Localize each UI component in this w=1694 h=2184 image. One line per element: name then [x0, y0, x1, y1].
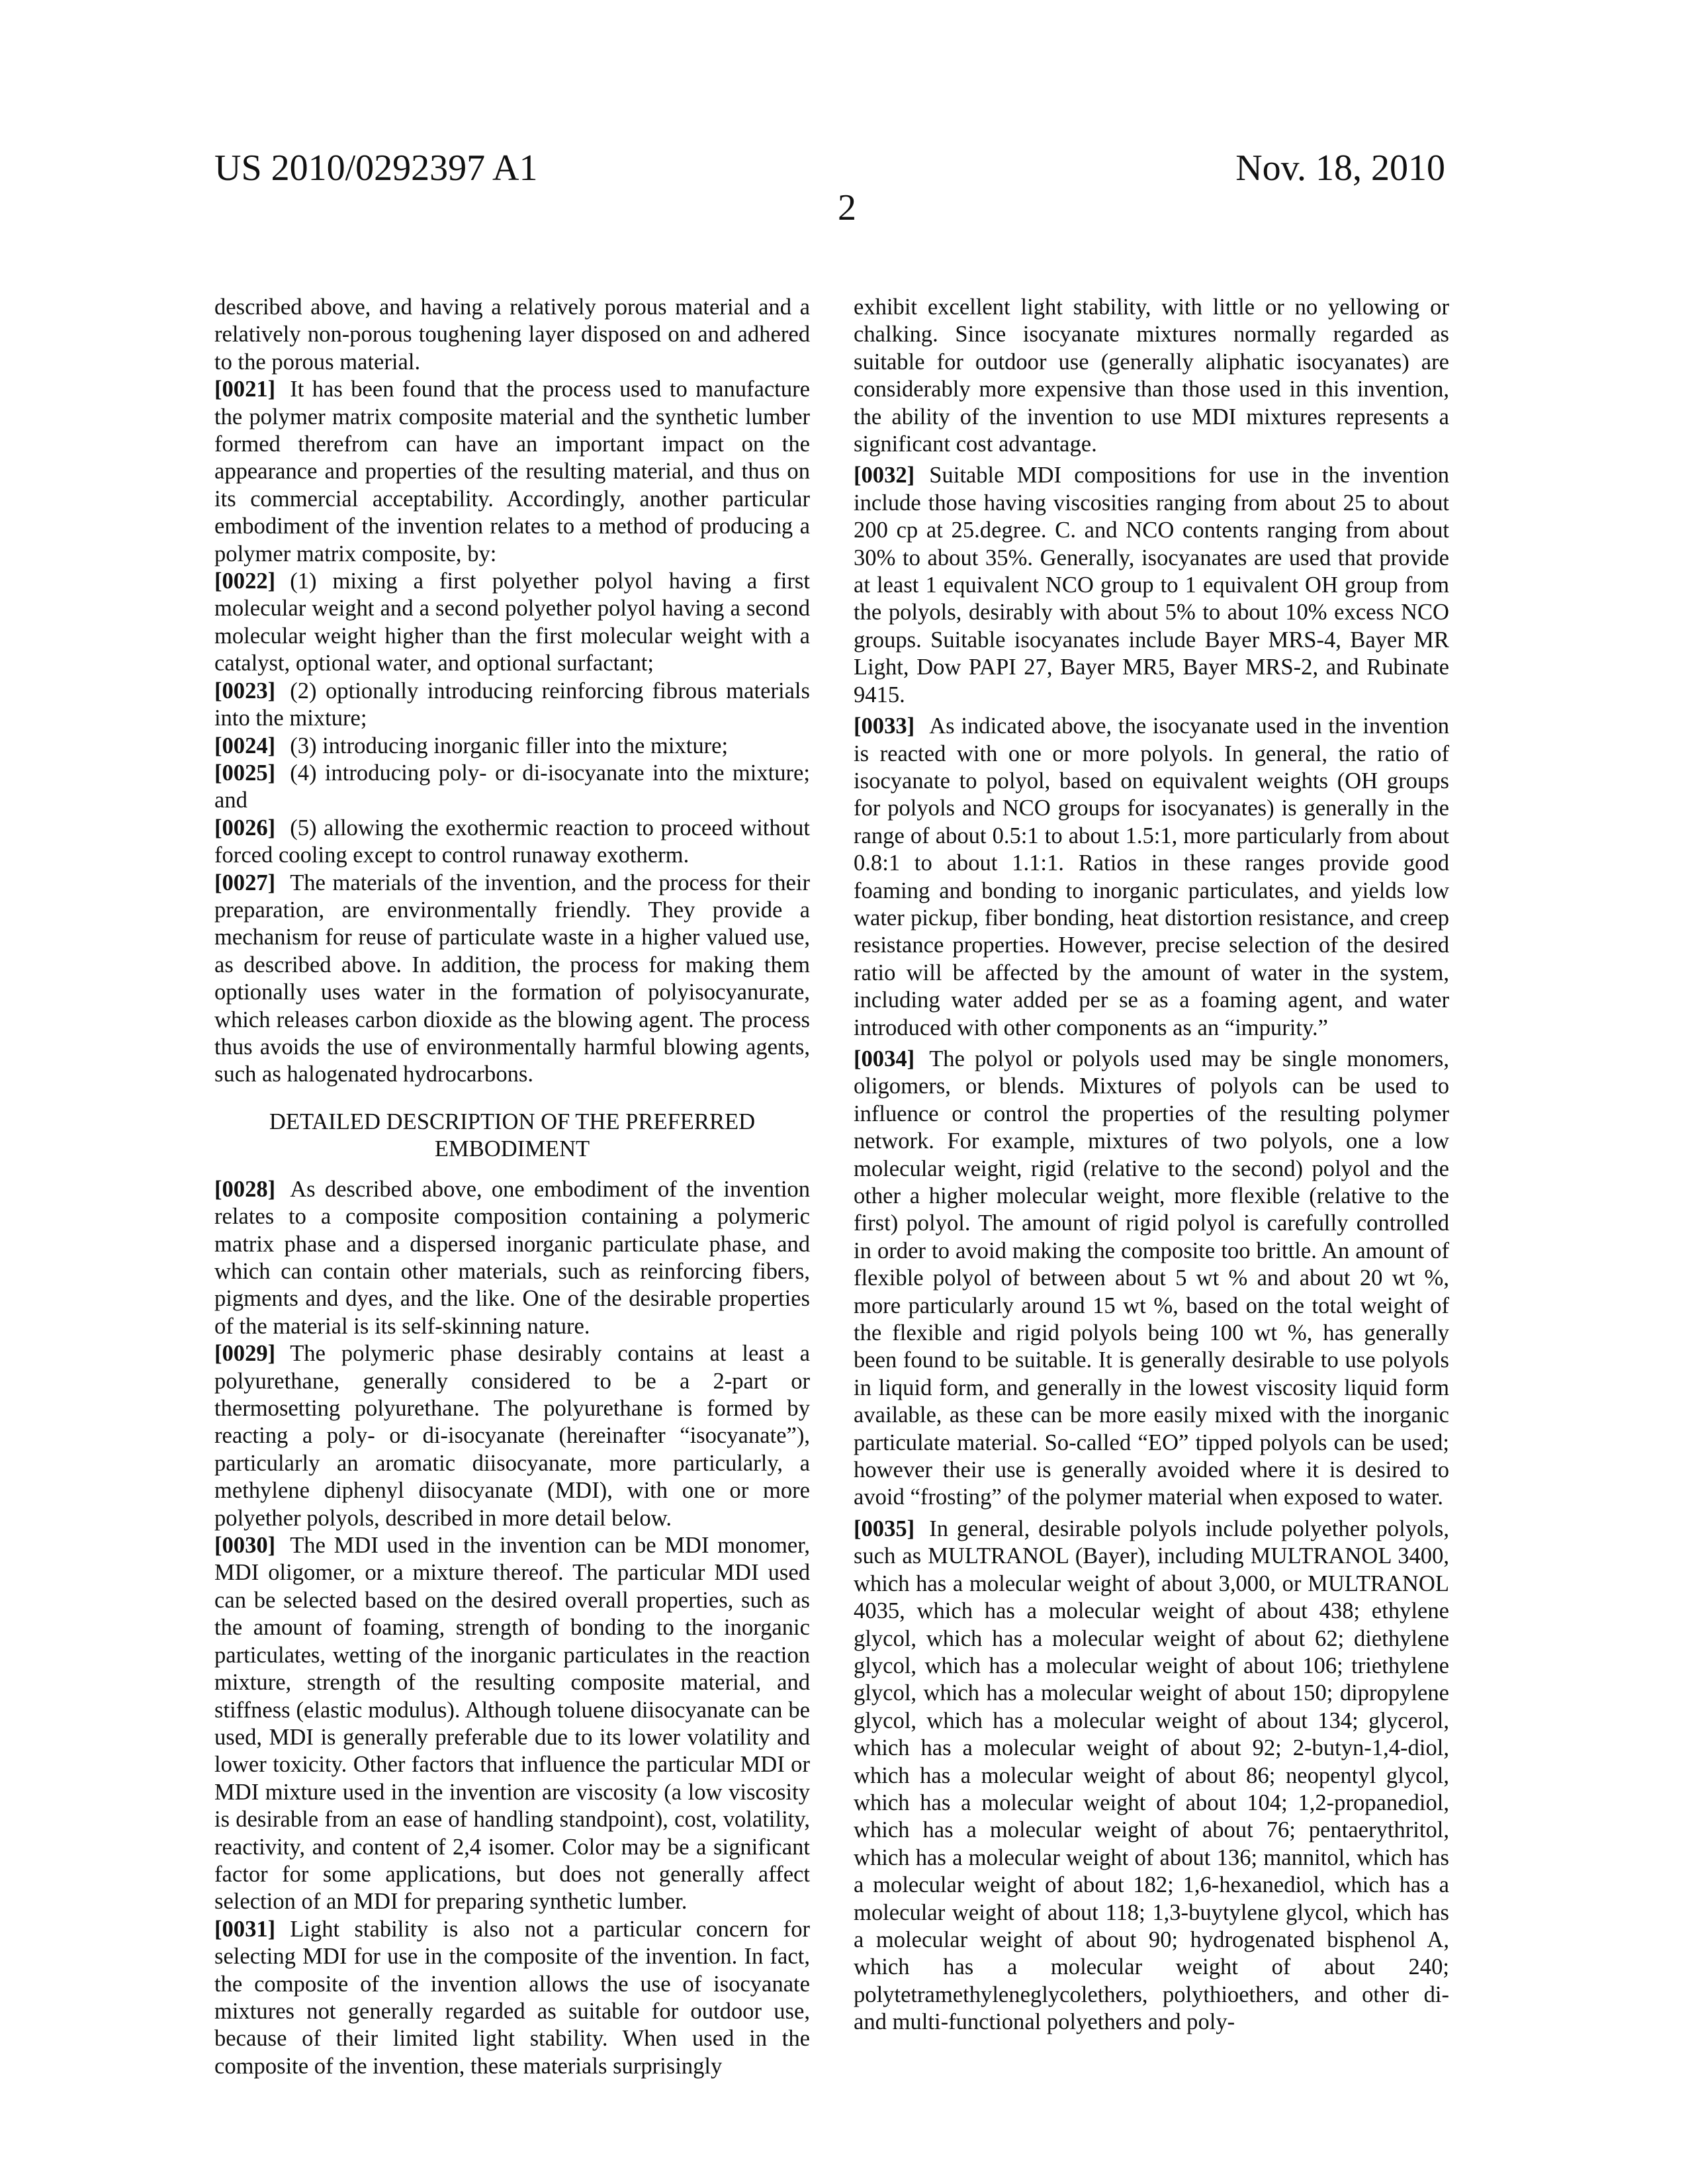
paragraph-number: [0034]: [854, 1046, 914, 1071]
paragraph-number: [0033]: [854, 713, 914, 739]
paragraph-0035: [854, 1516, 1449, 2036]
paragraph-number: [0030]: [214, 1533, 275, 1558]
page-number: 2: [0, 187, 1694, 229]
left-column: [214, 294, 810, 2080]
paragraph-number: [0023]: [214, 678, 275, 704]
paragraph-number: [0032]: [854, 463, 914, 488]
paragraph-number: [0024]: [214, 733, 275, 758]
paragraph-text: (3) introducing inorganic filler into the mixture;: [290, 733, 728, 758]
paragraph-text: (4) introducing poly- or di-isocyanate into the mixture; and: [214, 760, 810, 813]
paragraph-0028: [214, 1176, 810, 1340]
paragraph-text: Light stability is also not a particular concern for selecting MDI for use in the composite of the invention. In fact, the composite of the invention allows the use of isocyanate mixtures not generally regarded as suitable for outdoor use, because of their limited light stability. When used in the composite of the invention, these materials surprisingly: [214, 1917, 810, 2079]
paragraph-text: (2) optionally introducing reinforcing fibrous materials into the mixture;: [214, 678, 810, 731]
paragraph-text: Suitable MDI compositions for use in the invention include those having viscosities ranging from about 25 to about 200 cp at 25.degree. C. and NCO contents ranging from about 30% to about 35%. Generally, isocyanates are used that provide at least 1 equivalent NCO group to 1 equivalent OH group from the polyols, desirably with about 5% to about 10% excess NCO groups. Suitable isocyanates include Bayer MRS-4, Bayer MR Light, Dow PAPI 27, Bayer MR5, Bayer MRS-2, and Rubinate 9415.: [854, 463, 1449, 707]
paragraph-number: [0029]: [214, 1341, 275, 1366]
paragraph-0022: [214, 568, 810, 678]
paragraph-number: [0028]: [214, 1177, 275, 1202]
paragraph-text: The MDI used in the invention can be MDI monomer, MDI oligomer, or a mixture thereof. The particular MDI used can be selected based on the desired overall properties, such as the amount of foaming, strength of bonding to the inorganic particulates, wetting of the inorganic particulates in the reaction mixture, strength of the resulting composite material, and stiffness (elastic modulus). Although toluene diisocyanate can be used, MDI is generally preferable due to its lower volatility and lower toxicity. Other factors that influence the particular MDI or MDI mixture used in the invention are viscosity (a low viscosity is desirable from an ease of handling standpoint), cost, volatility, reactivity, and content of 2,4 isomer. Color may be a significant factor for some applications, but does not generally affect selection of an MDI for preparing synthetic lumber.: [214, 1533, 810, 1914]
continued-paragraph: exhibit excellent light stability, with little or no yellowing or chalking. Since isocyanate mixtures normally regarded as suitable for outdoor use (generally aliphatic isocyanates) are considerably more expensive than those used in this invention, the ability of the invention to use MDI mixtures represents a significant cost advantage.: [854, 294, 1449, 458]
paragraph-0027: [214, 870, 810, 1089]
paragraph-number: [0027]: [214, 870, 275, 895]
paragraph-text: The materials of the invention, and the process for their preparation, are environmentally friendly. They provide a mechanism for reuse of particulate waste in a higher valued use, as described above. In addition, the process for making them optionally uses water in the formation of polyisocyanurate, which releases carbon dioxide as the blowing agent. The process thus avoids the use of environmentally harmful blowing agents, such as halogenated hydrocarbons.: [214, 870, 810, 1087]
paragraph-0032: [854, 462, 1449, 709]
paragraph-text: The polyol or polyols used may be single monomers, oligomers, or blends. Mixtures of polyols can be used to influence or control the properties of the resulting polymer network. For example, mixtures of two polyols, one a low molecular weight, rigid (relative to the second) polyol and the other a higher molecular weight, more flexible (relative to the first) polyol. The amount of rigid polyol is carefully controlled in order to avoid making the composite too brittle. An amount of flexible polyol of between about 5 wt % and about 20 wt %, more particularly around 15 wt %, based on the total weight of the flexible and rigid polyols being 100 wt %, has generally been found to be suitable. It is generally desirable to use polyols in liquid form, and generally in the lowest viscosity liquid form available, as these can be more easily mixed with the inorganic particulate material. So-called “EO” tipped polyols can be used; however their use is generally avoided where it is desired to avoid “frosting” of the polymer material when exposed to water.: [854, 1046, 1449, 1510]
paragraph-number: [0022]: [214, 569, 275, 594]
paragraph-0031: [214, 1916, 810, 2080]
paragraph-number: [0035]: [854, 1516, 914, 1541]
paragraph-text: (1) mixing a first polyether polyol having a first molecular weight and a second polyether polyol having a second molecular weight higher than the first molecular weight with a catalyst, optional water, and optional surfactant;: [214, 569, 810, 676]
paragraph-text: It has been found that the process used to manufacture the polymer matrix composite material and the synthetic lumber formed therefrom can have an important impact on the appearance and properties of the resulting material, and thus on its commercial acceptability. Accordingly, another particular embodiment of the invention relates to a method of producing a polymer matrix composite, by:: [214, 377, 810, 566]
paragraph-0025: [214, 760, 810, 815]
paragraph-text: As described above, one embodiment of the invention relates to a composite composition containing a polymeric matrix phase and a dispersed inorganic particulate phase, and which can contain other materials, such as reinforcing fibers, pigments and dyes, and the like. One of the desirable properties of the material is its self-skinning nature.: [214, 1177, 810, 1339]
right-column: [854, 294, 1449, 2036]
intro-paragraph: described above, and having a relatively porous material and a relatively non-porous toughening layer disposed on and adhered to the porous material.: [214, 294, 810, 376]
publication-number: US 2010/0292397 A1: [214, 147, 538, 189]
section-heading-line-2: EMBODIMENT: [214, 1136, 810, 1163]
paragraph-0026: [214, 815, 810, 870]
paragraph-0033: [854, 713, 1449, 1042]
paragraph-0024: [214, 733, 810, 760]
publication-date: Nov. 18, 2010: [1235, 147, 1445, 189]
paragraph-0030: [214, 1532, 810, 1916]
section-heading: [214, 1109, 810, 1163]
paragraph-text: In general, desirable polyols include polyether polyols, such as MULTRANOL (Bayer), including MULTRANOL 3400, which has a molecular weight of about 3,000, or MULTRANOL 4035, which has a molecular weight of about 438; ethylene glycol, which has a molecular weight of about 62; diethylene glycol, which has a molecular weight of about 106; triethylene glycol, which has a molecular weight of about 150; dipropylene glycol, which has a molecular weight of about 134; glycerol, which has a molecular weight of about 92; 2-butyn-1,4-diol, which has a molecular weight of about 86; neopentyl glycol, which has a molecular weight of about 104; 1,2-propanediol, which has a molecular weight of about 76; pentaerythritol, which has a molecular weight of about 136; mannitol, which has a molecular weight of about 182; 1,6-hexanediol, which has a molecular weight of about 118; 1,3-buytylene glycol, which has a molecular weight of about 90; hydrogenated bisphenol A, which has a molecular weight of about 240; polytetramethyleneglycolethers, polythioethers, and other di- and multi-functional polyethers and poly-: [854, 1516, 1449, 2034]
paragraph-0021: [214, 376, 810, 568]
paragraph-text: As indicated above, the isocyanate used in the invention is reacted with one or more polyols. In general, the ratio of isocyanate to polyol, based on equivalent weights (OH groups for polyols and NCO groups for isocyanates) is generally in the range of about 0.5:1 to about 1.5:1, more particularly from about 0.8:1 to about 1.1:1. Ratios in these ranges provide good foaming and bonding to inorganic particulates, and yields low water pickup, fiber bonding, heat distortion resistance, and creep resistance properties. However, precise selection of the desired ratio will be affected by the amount of water in the system, including water added per se as a foaming agent, and water introduced with other components as an “impurity.”: [854, 713, 1449, 1040]
paragraph-number: [0026]: [214, 815, 275, 841]
paragraph-0029: [214, 1340, 810, 1532]
paragraph-text: (5) allowing the exothermic reaction to proceed without forced cooling except to control runaway exotherm.: [214, 815, 810, 868]
paragraph-number: [0031]: [214, 1917, 275, 1942]
paragraph-0034: [854, 1046, 1449, 1512]
paragraph-text: The polymeric phase desirably contains at least a polyurethane, generally considered to be a 2-part or thermosetting polyurethane. The polyurethane is formed by reacting a poly- or di-isocyanate (hereinafter “isocyanate”), particularly an aromatic diisocyanate, more particularly, a methylene diphenyl diisocyanate (MDI), with one or more polyether polyols, described in more detail below.: [214, 1341, 810, 1530]
section-heading-line-1: DETAILED DESCRIPTION OF THE PREFERRED: [214, 1109, 810, 1136]
paragraph-number: [0025]: [214, 760, 275, 786]
paragraph-0023: [214, 678, 810, 733]
paragraph-number: [0021]: [214, 377, 275, 402]
